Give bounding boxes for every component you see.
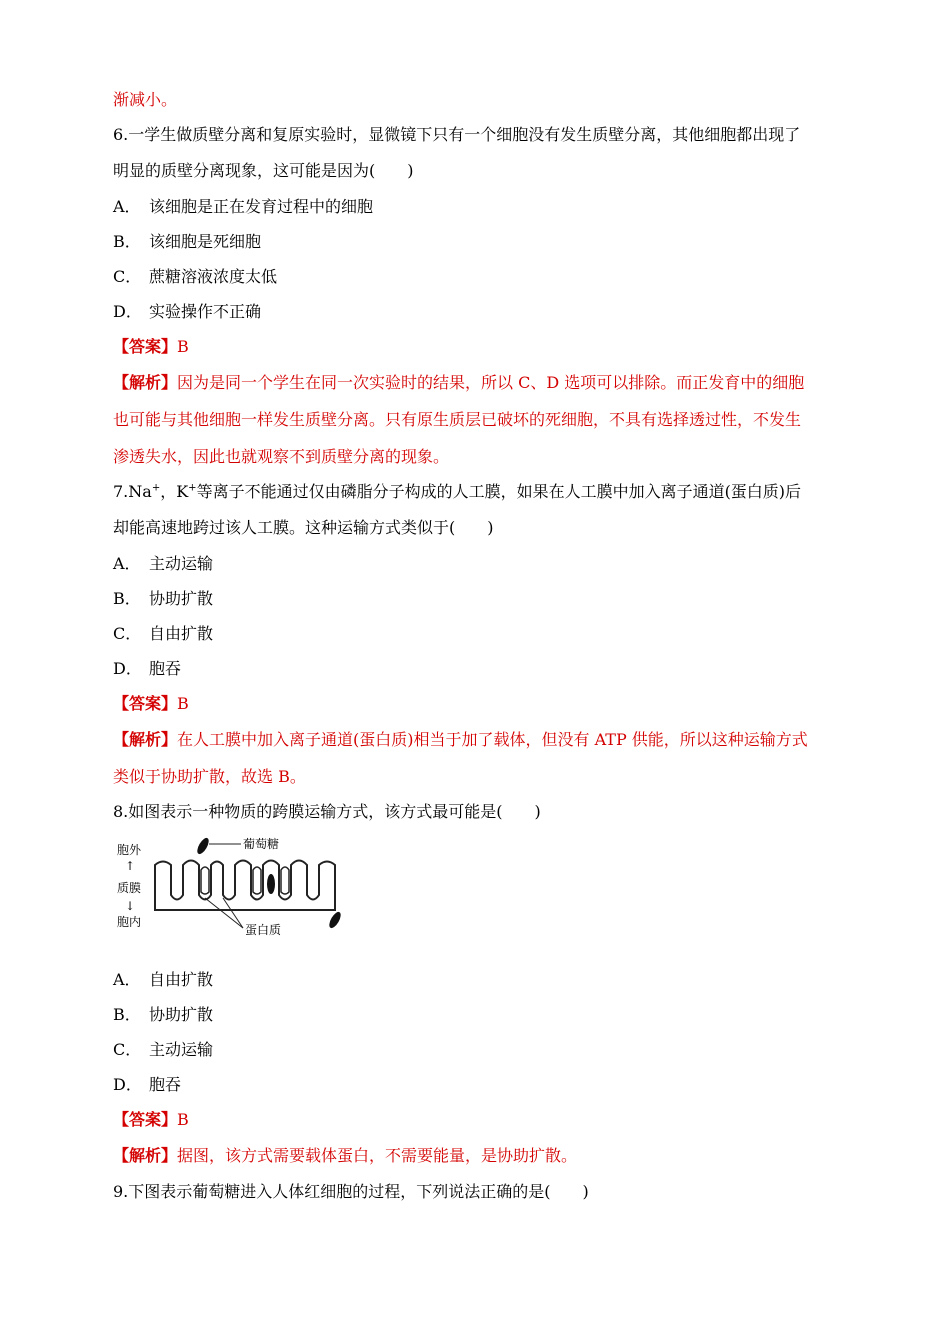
q9-stem: 9.下图表示葡萄糖进入人体红细胞的过程，下列说法正确的是( ) — [113, 1182, 589, 1201]
q7-stem-line2: 却能高速地跨过该人工膜。这种运输方式类似于( ) — [113, 518, 494, 537]
label-outside: 胞外 — [117, 843, 142, 857]
q7-option-c: C． 自由扩散 — [113, 624, 214, 643]
channel-protein — [281, 867, 289, 894]
q6-analysis-line3: 渗透失水，因此也就观察不到质壁分离的现象。 — [113, 447, 450, 466]
q8-option-b: B． 协助扩散 — [113, 1005, 214, 1024]
arrow-up-icon: ↑ — [125, 859, 136, 873]
q7-analysis-line2: 类似于协助扩散，故选 B。 — [113, 767, 306, 786]
leader-line — [223, 898, 243, 928]
label-inside: 胞内 — [117, 915, 142, 929]
glucose-molecule — [327, 910, 343, 930]
q7-analysis-line1: 【解析】在人工膜中加入离子通道(蛋白质)相当于加了载体，但没有 ATP 供能，所以这种运输方式 — [113, 730, 808, 749]
q6-stem-line1: 6.一学生做质壁分离和复原实验时，显微镜下只有一个细胞没有发生质壁分离，其他细胞都出现了 — [113, 125, 801, 144]
q7-answer: 【答案】B — [113, 694, 189, 713]
q8-option-a: A． 自由扩散 — [113, 970, 214, 989]
q8-stem: 8.如图表示一种物质的跨膜运输方式，该方式最可能是( ) — [113, 802, 541, 821]
q8-analysis: 【解析】据图，该方式需要载体蛋白，不需要能量，是协助扩散。 — [113, 1146, 578, 1165]
q6-option-c: C． 蔗糖溶液浓度太低 — [113, 267, 278, 286]
label-protein: 蛋白质 — [245, 923, 282, 937]
arrow-down-icon: ↓ — [125, 899, 136, 913]
q6-answer: 【答案】B — [113, 337, 189, 356]
q6-option-a: A． 该细胞是正在发育过程中的细胞 — [113, 197, 374, 216]
membrane-outline — [155, 861, 335, 911]
q6-stem-line2: 明显的质壁分离现象，这可能是因为( ) — [113, 161, 414, 180]
label-membrane: 质膜 — [117, 881, 142, 895]
q6-analysis-line2: 也可能与其他细胞一样发生质壁分离。只有原生质层已破坏的死细胞，不具有选择透过性，不发生 — [113, 410, 802, 429]
glucose-molecule — [195, 836, 211, 856]
membrane-transport-figure — [113, 830, 353, 945]
label-glucose: 葡萄糖 — [243, 837, 280, 851]
channel-protein — [253, 867, 261, 894]
channel-protein — [201, 867, 209, 894]
q8-option-c: C． 主动运输 — [113, 1040, 214, 1059]
q6-option-b: B． 该细胞是死细胞 — [113, 232, 262, 251]
membrane-diagram — [113, 830, 353, 945]
q8-answer: 【答案】B — [113, 1110, 189, 1129]
q7-option-a: A． 主动运输 — [113, 554, 214, 573]
previous-analysis-tail: 渐减小。 — [113, 90, 178, 109]
q6-analysis-line1: 【解析】因为是同一个学生在同一次实验时的结果，所以 C、D 选项可以排除。而正发育中的细胞 — [113, 373, 805, 392]
q7-stem-line1: 7.Na+，K+等离子不能通过仅由磷脂分子构成的人工膜，如果在人工膜中加入离子通道(蛋白质)后 — [113, 482, 802, 501]
q8-option-d: D． 胞吞 — [113, 1075, 182, 1094]
glucose-molecule — [267, 874, 275, 894]
q7-option-b: B． 协助扩散 — [113, 589, 214, 608]
leader-line — [205, 898, 243, 928]
q7-option-d: D． 胞吞 — [113, 659, 182, 678]
q6-option-d: D． 实验操作不正确 — [113, 302, 262, 321]
